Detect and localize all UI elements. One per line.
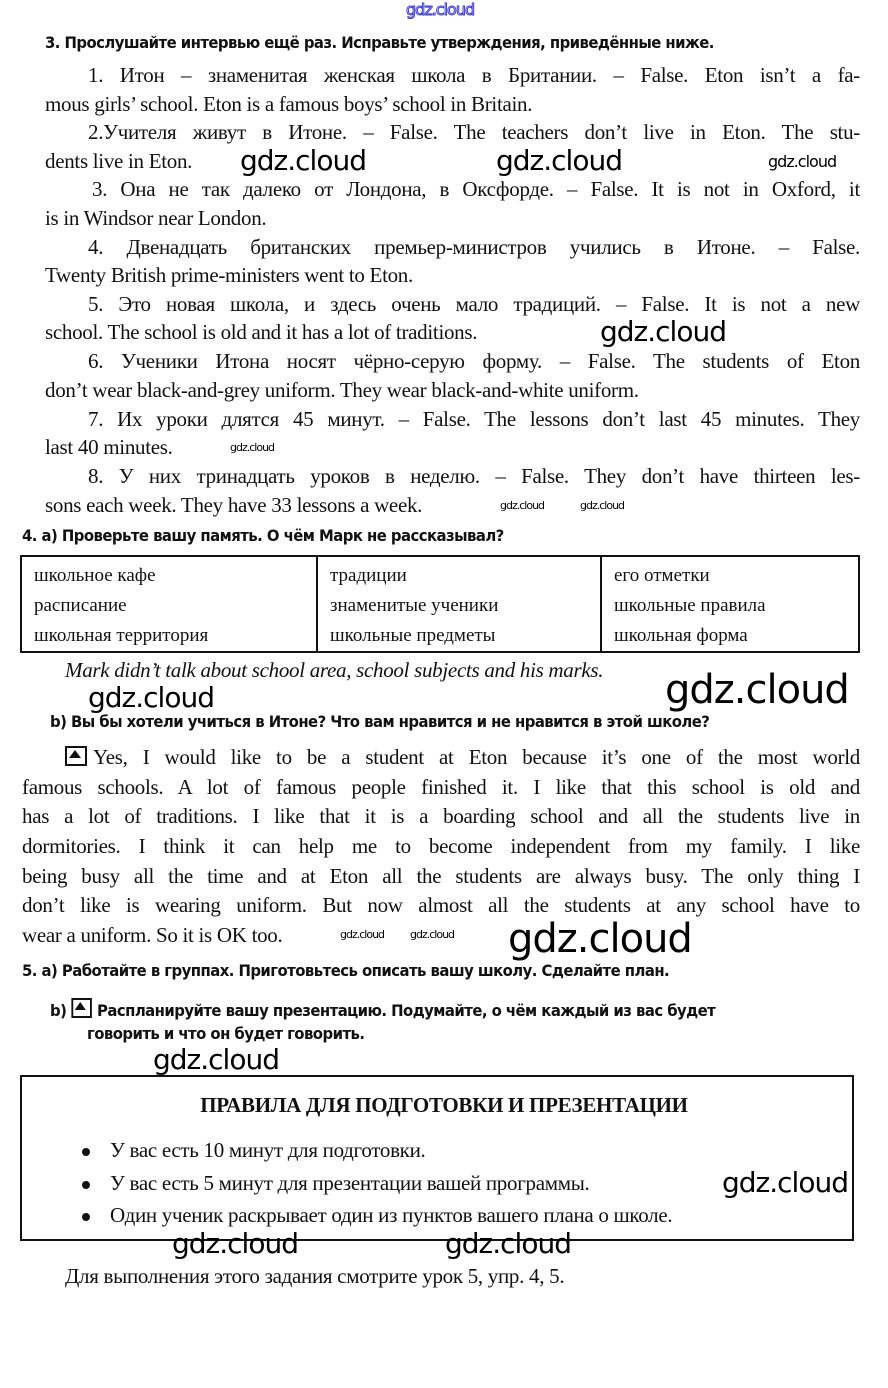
exercise-3-heading: 3. Прослушайте интервью ещё раз. Исправьте утверждения, приведённые ниже.: [45, 33, 714, 52]
answer-4b-line: has a lot of traditions. I like that it is a boarding school and all the students live in: [22, 804, 860, 828]
watermark-top: gdz.cloud: [406, 0, 475, 19]
ex3-line: is in Windsor near London.: [45, 206, 267, 230]
ex3-line: don’t wear black-and-grey uniform. They wear black-and-white uniform.: [45, 378, 639, 402]
rules-item: У вас есть 5 минут для презентации вашей программы.: [110, 1171, 590, 1195]
watermark: gdz.cloud: [600, 315, 726, 348]
answer-4b-line: wear a uniform. So it is OK too.: [22, 923, 283, 947]
watermark: gdz.cloud: [722, 1166, 848, 1199]
bullet-icon: [82, 1213, 90, 1221]
watermark: gdz.cloud: [340, 928, 385, 941]
exercise-4b-heading: b) Вы бы хотели учиться в Итоне? Что вам нравится и не нравится в этой школе?: [50, 712, 710, 731]
watermark: gdz.cloud: [230, 441, 275, 454]
answer-4a: Mark didn’t talk about school area, school subjects and his marks.: [65, 658, 604, 682]
table-cell: школьные предметы: [330, 625, 496, 646]
ex3-line: 3. Она не так далеко от Лондона, в Оксфорде. – False. It is not in Oxford, it: [92, 177, 860, 201]
watermark: gdz.cloud: [500, 499, 545, 512]
table-cell: его отметки: [614, 565, 710, 586]
ex3-line: sons each week. They have 33 lessons a week.: [45, 493, 423, 517]
ex3-line: 1. Итон – знаменитая женская школа в Британии. – False. Eton isn’t a fa-: [88, 63, 860, 87]
rules-item: Один ученик раскрывает один из пунктов вашего плана о школе.: [110, 1203, 673, 1227]
watermark: gdz.cloud: [410, 928, 455, 941]
table-column: [601, 556, 859, 652]
ex3-line: 2.Учителя живут в Итоне. – False. The teachers don’t live in Eton. The stu-: [88, 120, 860, 144]
ex3-line: 6. Ученики Итона носят чёрно-серую форму. – False. The students of Eton: [88, 349, 860, 373]
book-icon: [65, 746, 87, 766]
answer-4b-line: Yes, I would like to be a student at Eton because it’s one of the most world: [65, 745, 860, 769]
book-icon: [71, 998, 91, 1018]
table-cell: школьное кафе: [34, 565, 156, 586]
ex3-line: 4. Двенадцать британских премьер-министров учились в Итоне. – False.: [88, 235, 860, 259]
answer-4b-line: being busy all the time and at Eton all the students are always busy. The only thing I: [22, 864, 860, 888]
ex3-line: 8. У них тринадцать уроков в неделю. – False. They don’t have thirteen les-: [88, 464, 860, 488]
ex3-line: Twenty British prime-ministers went to Eton.: [45, 263, 413, 287]
watermark: gdz.cloud: [88, 681, 214, 714]
watermark: gdz.cloud: [508, 916, 692, 962]
table-cell: традиции: [330, 565, 407, 586]
table-cell: знаменитые ученики: [330, 595, 499, 616]
topics-table: [20, 555, 860, 653]
ex3-line: last 40 minutes.: [45, 435, 173, 459]
exercise-4a-heading: 4. a) Проверьте вашу память. О чём Марк не рассказывал?: [22, 526, 504, 545]
bullet-icon: [82, 1181, 90, 1189]
watermark: gdz.cloud: [768, 152, 837, 171]
answer-4b-line: don’t like is wearing uniform. But now almost all the students at any school have to: [22, 893, 860, 917]
watermark: gdz.cloud: [240, 144, 366, 177]
watermark: gdz.cloud: [172, 1227, 298, 1260]
table-cell: школьные правила: [614, 595, 766, 616]
watermark: gdz.cloud: [665, 667, 849, 713]
exercise-5a-heading: 5. a) Работайте в группах. Приготовьтесь описать вашу школу. Сделайте план.: [22, 961, 670, 980]
exercise-5b-heading: b) Распланируйте вашу презентацию. Подумайте, о чём каждый из вас будет: [50, 998, 715, 1021]
watermark: gdz.cloud: [496, 144, 622, 177]
answer-4b-line: famous schools. A lot of famous people finished it. I like that this school is old and: [22, 775, 860, 799]
table-cell: расписание: [34, 595, 127, 616]
table-cell: школьная территория: [34, 625, 209, 646]
table-cell: школьная форма: [614, 625, 748, 646]
watermark: gdz.cloud: [153, 1043, 279, 1076]
watermark: gdz.cloud: [580, 499, 625, 512]
ex3-line: 7. Их уроки длятся 45 минут. – False. The lessons don’t last 45 minutes. They: [88, 407, 860, 431]
footer-note: Для выполнения этого задания смотрите урок 5, упр. 4, 5.: [65, 1264, 565, 1288]
table-column: [317, 556, 601, 652]
answer-4b-line: dormitories. I think it can help me to become independent from my family. I like: [22, 834, 860, 858]
ex3-line: 5. Это новая школа, и здесь очень мало традиций. – False. It is not a new: [88, 292, 860, 316]
ex3-line: school. The school is old and it has a lot of traditions.: [45, 320, 478, 344]
rules-item: У вас есть 10 минут для подготовки.: [110, 1138, 426, 1162]
ex3-line: mous girls’ school. Eton is a famous boys’ school in Britain.: [45, 92, 533, 116]
watermark: gdz.cloud: [445, 1227, 571, 1260]
ex3-line: dents live in Eton.: [45, 149, 193, 173]
bullet-icon: [82, 1148, 90, 1156]
rules-title: ПРАВИЛА ДЛЯ ПОДГОТОВКИ И ПРЕЗЕНТАЦИИ: [200, 1093, 688, 1117]
exercise-5b-heading-cont: говорить и что он будет говорить.: [87, 1024, 365, 1043]
table-column: [21, 556, 317, 652]
